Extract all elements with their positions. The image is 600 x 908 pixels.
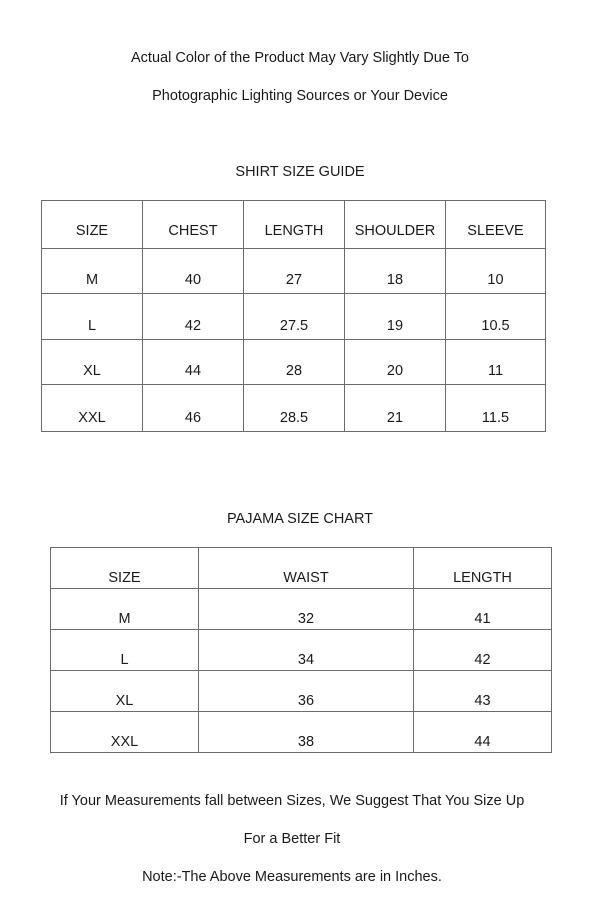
shirt-cell-chest: 42 — [143, 294, 244, 340]
shirt-cell-length: 27 — [244, 249, 345, 294]
shirt-cell-size: L — [42, 294, 143, 340]
pajama-cell-size: L — [51, 630, 199, 671]
table-row — [51, 630, 552, 671]
pajama-cell-waist: 36 — [199, 671, 414, 712]
table-row — [42, 385, 546, 432]
pajama-cell-size: XL — [51, 671, 199, 712]
shirt-cell-size: M — [42, 249, 143, 294]
pajama-cell-length: 43 — [414, 671, 552, 712]
shirt-cell-chest: 40 — [143, 249, 244, 294]
pajama-size-chart-title: PAJAMA SIZE CHART — [226, 511, 374, 527]
shirt-cell-shoulder: 20 — [345, 340, 446, 385]
shirt-size-guide-title: SHIRT SIZE GUIDE — [235, 164, 365, 180]
shirt-cell-size: XL — [42, 340, 143, 385]
pajama-cell-size: M — [51, 589, 199, 630]
shirt-cell-length: 28 — [244, 340, 345, 385]
sizing-advice-line-2: For a Better Fit — [243, 831, 341, 847]
pajama-table-header-row — [51, 548, 552, 589]
shirt-cell-chest: 44 — [143, 340, 244, 385]
pajama-cell-length: 41 — [414, 589, 552, 630]
pajama-cell-size: XXL — [51, 712, 199, 753]
table-row — [42, 294, 546, 340]
shirt-cell-length: 27.5 — [244, 294, 345, 340]
color-notice-line-2: Photographic Lighting Sources or Your Device — [152, 88, 448, 104]
pajama-cell-waist: 32 — [199, 589, 414, 630]
table-row — [51, 671, 552, 712]
measurement-unit-note: Note:-The Above Measurements are in Inches. — [142, 869, 442, 885]
pajama-cell-length: 44 — [414, 712, 552, 753]
shirt-cell-shoulder: 18 — [345, 249, 446, 294]
pajama-header-size: SIZE — [51, 548, 199, 589]
shirt-cell-chest: 46 — [143, 385, 244, 432]
shirt-header-sleeve: SLEEVE — [446, 201, 546, 249]
pajama-header-waist: WAIST — [199, 548, 414, 589]
table-row — [42, 249, 546, 294]
shirt-cell-sleeve: 10 — [446, 249, 546, 294]
pajama-header-length: LENGTH — [414, 548, 552, 589]
shirt-cell-shoulder: 21 — [345, 385, 446, 432]
table-row — [51, 712, 552, 753]
pajama-cell-length: 42 — [414, 630, 552, 671]
shirt-cell-sleeve: 10.5 — [446, 294, 546, 340]
shirt-cell-length: 28.5 — [244, 385, 345, 432]
shirt-size-table — [41, 200, 546, 432]
shirt-header-chest: CHEST — [143, 201, 244, 249]
shirt-cell-sleeve: 11 — [446, 340, 546, 385]
shirt-cell-sleeve: 11.5 — [446, 385, 546, 432]
pajama-size-table — [50, 547, 552, 753]
shirt-header-shoulder: SHOULDER — [345, 201, 446, 249]
shirt-header-length: LENGTH — [244, 201, 345, 249]
table-row — [42, 340, 546, 385]
color-notice-line-1: Actual Color of the Product May Vary Slightly Due To — [131, 50, 469, 66]
sizing-advice-line-1: If Your Measurements fall between Sizes, We Suggest That You Size Up — [59, 793, 525, 809]
pajama-cell-waist: 34 — [199, 630, 414, 671]
shirt-cell-size: XXL — [42, 385, 143, 432]
shirt-header-size: SIZE — [42, 201, 143, 249]
shirt-table-header-row — [42, 201, 546, 249]
pajama-cell-waist: 38 — [199, 712, 414, 753]
table-row — [51, 589, 552, 630]
shirt-cell-shoulder: 19 — [345, 294, 446, 340]
